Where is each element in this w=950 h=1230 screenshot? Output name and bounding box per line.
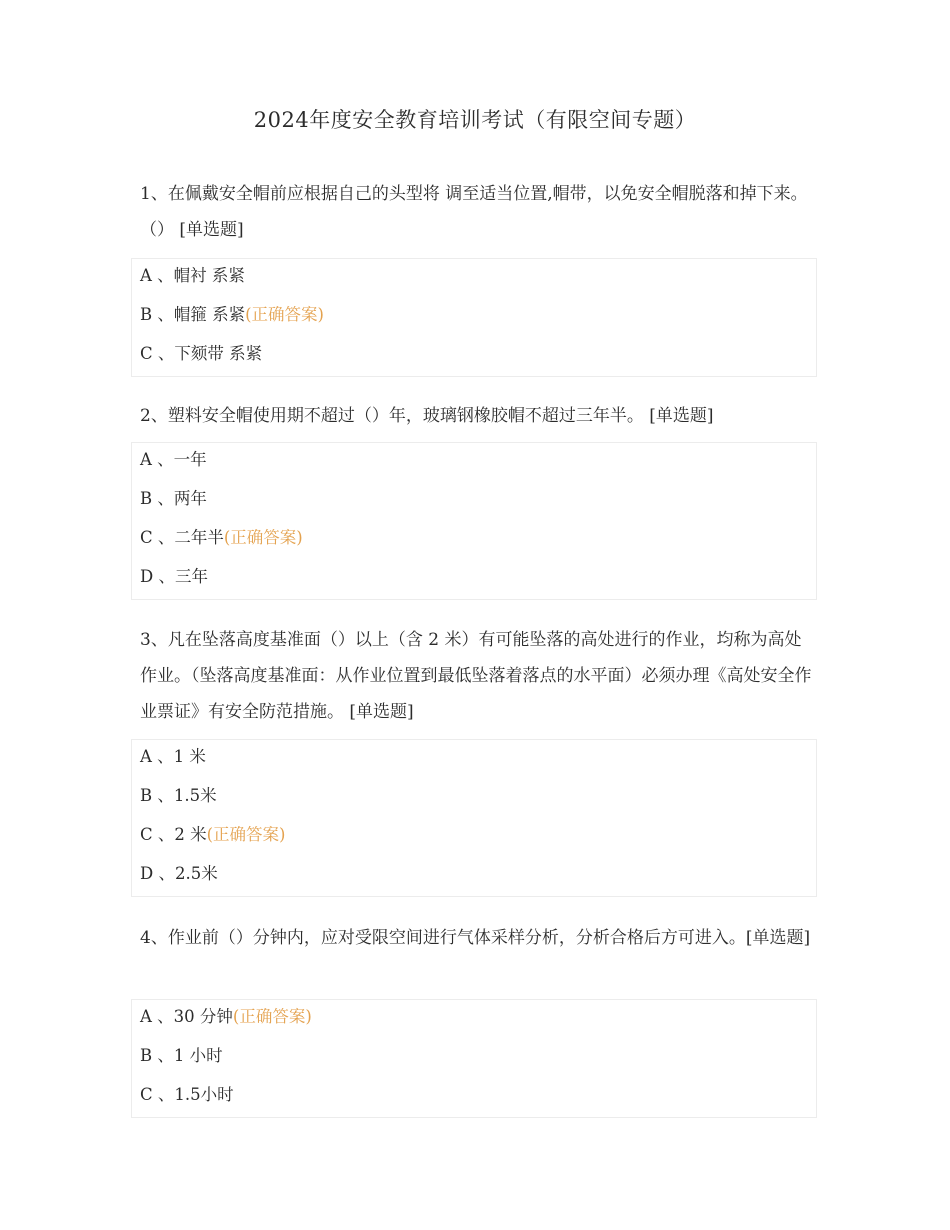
question-1 [140,176,815,248]
option-c[interactable] [132,818,816,857]
option-text: C 、1.5小时 [140,1085,234,1104]
option-a[interactable] [132,443,816,482]
option-text: D 、2.5米 [140,864,218,883]
question-4 [140,920,815,956]
option-text: B 、1.5米 [140,786,217,805]
question-3 [140,622,815,730]
option-a[interactable] [132,740,816,779]
option-c[interactable] [132,521,816,560]
option-text: C 、2 米 [140,825,207,844]
correct-answer-label: (正确答案) [206,825,286,844]
options-list [131,442,817,600]
option-d[interactable] [132,857,816,896]
question-text: 4、作业前（）分钟内，应对受限空间进行气体采样分析，分析合格后方可进入。[单选题] [140,928,811,948]
correct-answer-label: (正确答案) [223,528,303,547]
question-2 [140,398,815,434]
option-text: A 、一年 [140,450,207,469]
options-list [131,739,817,897]
question-text: 2、塑料安全帽使用期不超过（）年，玻璃钢橡胶帽不超过三年半。 [单选题] [140,406,714,426]
option-b[interactable] [132,1039,816,1078]
option-b[interactable] [132,482,816,521]
option-text: D 、三年 [140,567,208,586]
option-text: C 、下颏带 系紧 [140,344,263,363]
option-b[interactable] [132,779,816,818]
option-text: C 、二年半 [140,528,224,547]
option-c[interactable] [132,337,816,376]
question-text: 1、在佩戴安全帽前应根据自己的头型将 调至适当位置,帽带，以免安全帽脱落和掉下来。（） [单选题] [140,184,808,240]
option-a[interactable] [132,259,816,298]
option-a[interactable] [132,1000,816,1039]
option-text: A 、帽衬 系紧 [140,266,245,285]
option-c[interactable] [132,1078,816,1117]
correct-answer-label: (正确答案) [232,1007,312,1026]
page-title: 2024年度安全教育培训考试（有限空间专题） [253,108,697,132]
option-text: B 、帽箍 系紧 [140,305,246,324]
options-list [131,258,817,377]
option-text: A 、30 分钟 [140,1007,233,1026]
option-text: A 、1 米 [140,747,206,766]
option-b[interactable] [132,298,816,337]
correct-answer-label: (正确答案) [245,305,324,324]
option-text: B 、两年 [140,489,207,508]
question-text: 3、凡在坠落高度基准面（）以上（含 2 米）有可能坠落的高处进行的作业，均称为高处作业。（坠落高度基准面：从作业位置到最低坠落着落点的水平面）必须办理《高处安全作业票证》有安全防范措施。 [单选题] [140,630,812,722]
option-d[interactable] [132,560,816,599]
option-text: B 、1 小时 [140,1046,223,1065]
options-list [131,999,817,1118]
